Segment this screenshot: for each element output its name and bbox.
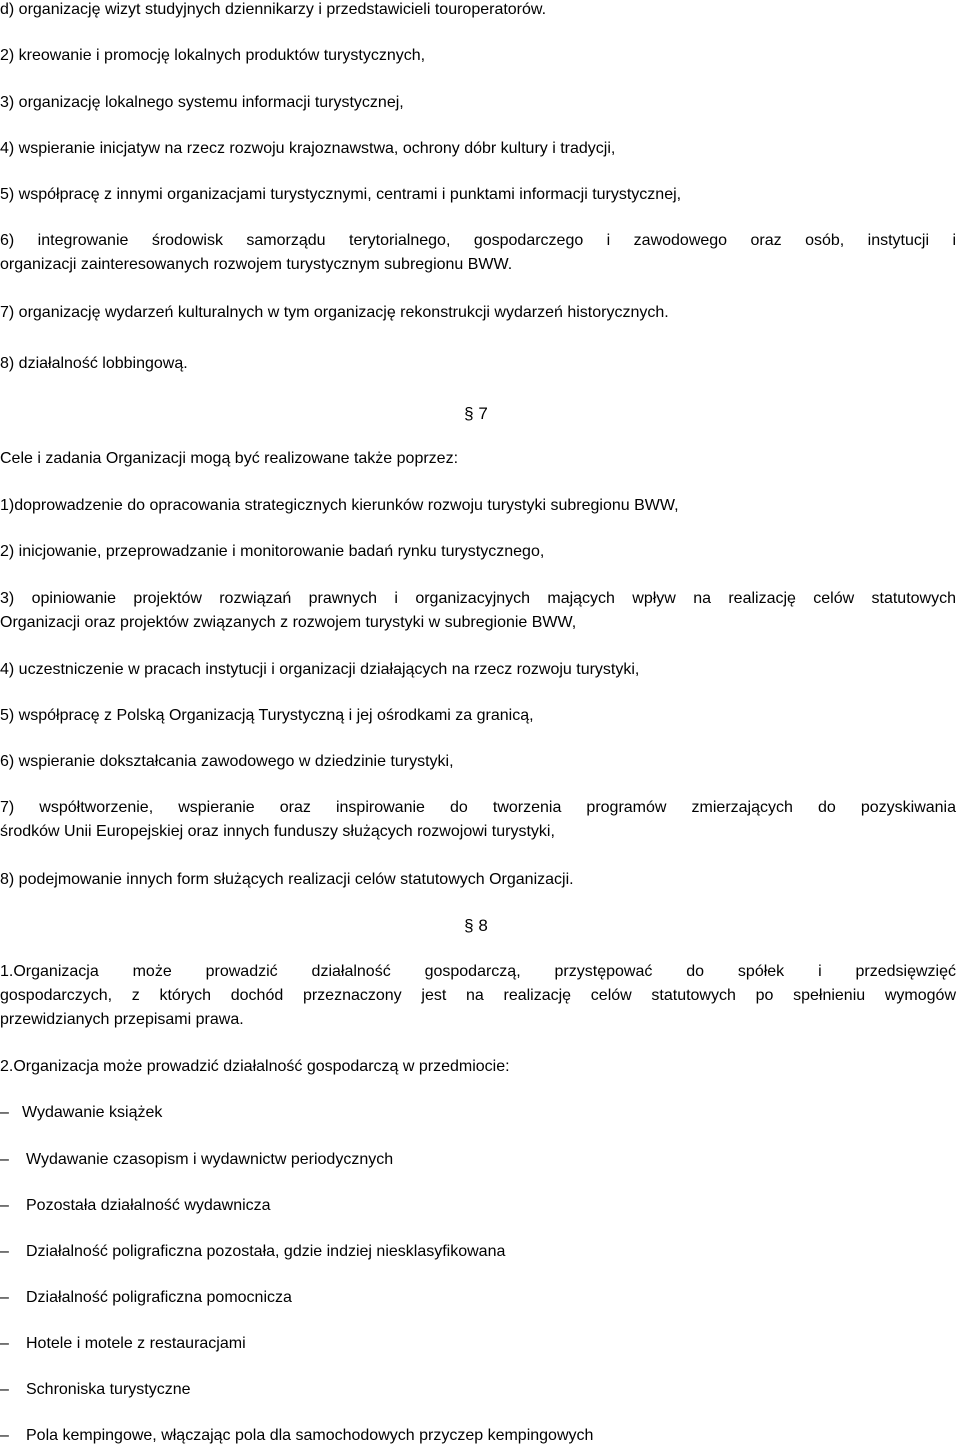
list-item: – Działalność poligraficzna pozostała, gdzie indziej niesklasyfikowana	[0, 1243, 506, 1260]
list-item: 4) uczestniczenie w pracach instytucji i organizacji działających na rzecz rozwoju turystyki,	[0, 661, 640, 678]
list-item: 7) współtworzenie, wspieranie oraz inspirowanie do tworzenia programów zmierzających do pozyskiwania	[0, 799, 956, 816]
paragraph-line: przewidzianych przepisami prawa.	[0, 1011, 244, 1028]
list-item-continuation: organizacji zainteresowanych rozwojem turystycznym subregionu BWW.	[0, 256, 513, 273]
list-item: 5) współpracę z innymi organizacjami turystycznymi, centrami i punktami informacji turystycznej,	[0, 186, 682, 203]
dash-bullet: –	[0, 1197, 9, 1214]
paragraph-line: gospodarczych, z których dochód przeznaczony jest na realizację celów statutowych po spełnieniu wymogów	[0, 987, 956, 1004]
section-heading-7	[456, 403, 496, 425]
dash-bullet: –	[0, 1381, 9, 1398]
list-item: – Wydawanie książek	[0, 1104, 163, 1121]
dash-bullet: –	[0, 1289, 9, 1306]
paragraph-line: 2.Organizacja może prowadzić działalność gospodarczą w przedmiocie:	[0, 1058, 510, 1075]
list-item: – Hotele i motele z restauracjami	[0, 1335, 246, 1352]
section-intro: Cele i zadania Organizacji mogą być realizowane także poprzez:	[0, 450, 459, 467]
list-item: 8) działalność lobbingową.	[0, 355, 188, 372]
dash-bullet: –	[0, 1427, 9, 1444]
list-item: 7) organizację wydarzeń kulturalnych w tym organizację rekonstrukcji wydarzeń historycznych.	[0, 304, 669, 321]
dash-bullet: –	[0, 1151, 9, 1168]
list-item: – Wydawanie czasopism i wydawnictw periodycznych	[0, 1151, 394, 1168]
list-item: – Schroniska turystyczne	[0, 1381, 191, 1398]
list-item: 6) wspieranie dokształcania zawodowego w dziedzinie turystyki,	[0, 753, 454, 770]
list-item-continuation: środków Unii Europejskiej oraz innych funduszy służących rozwojowi turystyki,	[0, 823, 555, 840]
list-item: 3) organizację lokalnego systemu informacji turystycznej,	[0, 94, 404, 111]
list-item: 2) inicjowanie, przeprowadzanie i monitorowanie badań rynku turystycznego,	[0, 543, 545, 560]
dash-bullet: –	[0, 1335, 9, 1352]
list-item: d) organizację wizyt studyjnych dziennikarzy i przedstawicieli touroperatorów.	[0, 1, 547, 18]
section-mark: §	[464, 916, 474, 935]
section-number: 8	[478, 916, 488, 935]
list-item: 1)doprowadzenie do opracowania strategicznych kierunków rozwoju turystyki subregionu BWW,	[0, 497, 679, 514]
list-item: – Pozostała działalność wydawnicza	[0, 1197, 271, 1214]
section-mark: §	[464, 404, 474, 423]
list-item: – Działalność poligraficzna pomocnicza	[0, 1289, 292, 1306]
list-item: 6) integrowanie środowisk samorządu terytorialnego, gospodarczego i zawodowego oraz osób, instytucji i	[0, 232, 956, 249]
list-item: 5) współpracę z Polską Organizacją Turystyczną i jej ośrodkami za granicą,	[0, 707, 534, 724]
list-item: – Pola kempingowe, włączając pola dla samochodowych przyczep kempingowych	[0, 1427, 594, 1444]
section-heading-8	[456, 915, 496, 937]
list-item: 4) wspieranie inicjatyw na rzecz rozwoju krajoznawstwa, ochrony dóbr kultury i tradycji,	[0, 140, 616, 157]
list-item: 3) opiniowanie projektów rozwiązań prawnych i organizacyjnych mających wpływ na realizację celów statutowych	[0, 590, 956, 607]
list-item: 2) kreowanie i promocję lokalnych produktów turystycznych,	[0, 47, 426, 64]
dash-bullet: –	[0, 1104, 9, 1121]
section-number: 7	[478, 404, 488, 423]
list-item: 8) podejmowanie innych form służących realizacji celów statutowych Organizacji.	[0, 871, 574, 888]
list-item-continuation: Organizacji oraz projektów związanych z rozwojem turystyki w subregionie BWW,	[0, 614, 577, 631]
dash-bullet: –	[0, 1243, 9, 1260]
paragraph-line: 1.Organizacja może prowadzić działalność gospodarczą, przystępować do spółek i przedsięwzięć	[0, 963, 956, 980]
